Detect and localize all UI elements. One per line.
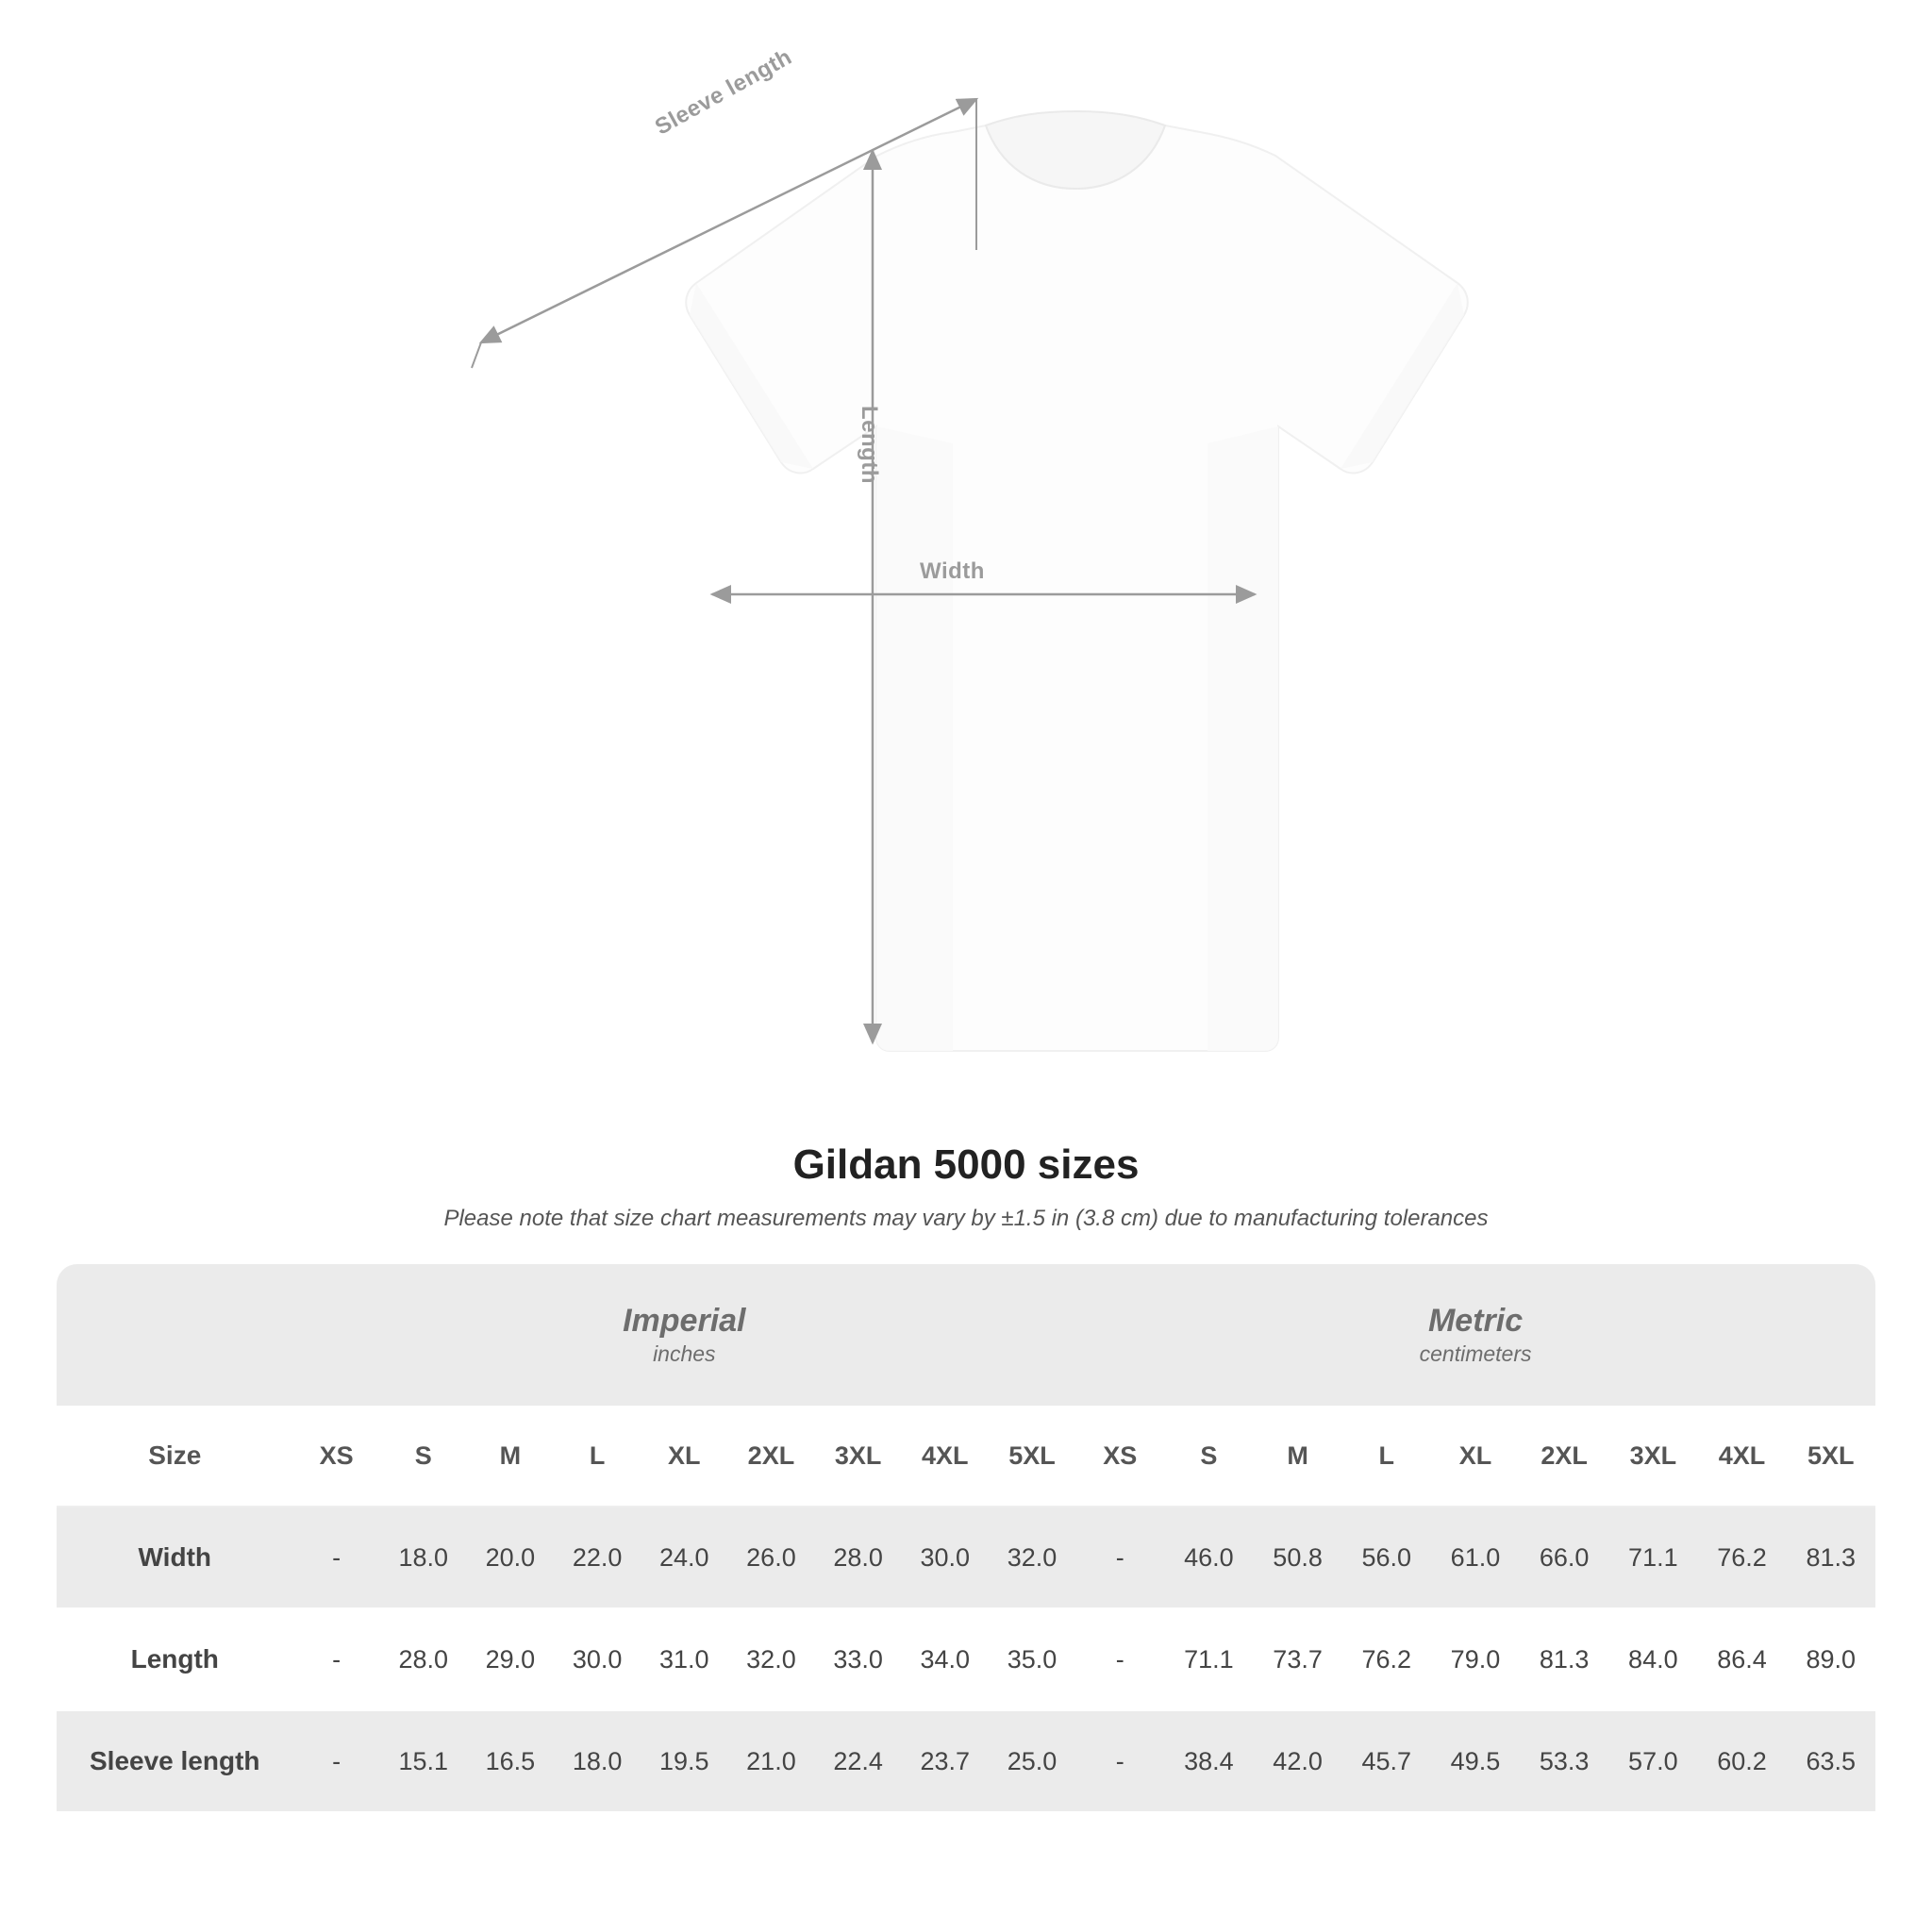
cell-length-metric-m: 73.7 [1253,1608,1341,1710]
units-corner-cell [57,1264,293,1406]
sleeve-length-label: Sleeve length [651,43,797,141]
cell-length-imperial-xl: 31.0 [641,1608,727,1710]
size-header-metric-s: S [1164,1406,1253,1507]
cell-width-metric-xs: - [1075,1507,1164,1608]
size-table-wrapper [57,1264,1875,1811]
unit-name-imperial: Imperial [623,1302,746,1339]
unit-name-metric: Metric [1427,1302,1524,1339]
cell-width-imperial-xs: - [293,1507,380,1608]
cell-width-imperial-4xl: 30.0 [902,1507,989,1608]
size-header-imperial-4xl: 4XL [902,1406,989,1507]
row-label-length: Length [57,1608,293,1710]
cell-width-metric-2xl: 66.0 [1520,1507,1608,1608]
size-chart-table [57,1264,1875,1811]
row-label-width: Width [57,1507,293,1608]
cell-sleeve-imperial-5xl: 25.0 [989,1710,1075,1811]
cell-width-imperial-l: 22.0 [554,1507,641,1608]
cell-sleeve-metric-4xl: 60.2 [1697,1710,1786,1811]
size-header-imperial-xs: XS [293,1406,380,1507]
cell-sleeve-metric-xl: 49.5 [1431,1710,1520,1811]
cell-sleeve-imperial-s: 15.1 [380,1710,467,1811]
cell-sleeve-metric-3xl: 57.0 [1608,1710,1697,1811]
width-label: Width [920,558,985,584]
cell-length-imperial-3xl: 33.0 [815,1608,902,1710]
cell-length-imperial-4xl: 34.0 [902,1608,989,1710]
row-label-sleeve-length: Sleeve length [57,1710,293,1811]
tolerance-note: Please note that size chart measurements may vary by ±1.5 in (3.8 cm) due to manufacturing tolerances [443,1206,1489,1231]
cell-width-metric-xl: 61.0 [1431,1507,1520,1608]
size-header-imperial-l: L [554,1406,641,1507]
cell-length-imperial-s: 28.0 [380,1608,467,1710]
cell-length-metric-3xl: 84.0 [1608,1608,1697,1710]
size-header-metric-l: L [1342,1406,1431,1507]
size-header-metric-4xl: 4XL [1697,1406,1786,1507]
cell-width-imperial-5xl: 32.0 [989,1507,1075,1608]
size-label-header: Size [57,1406,293,1507]
cell-length-imperial-xs: - [293,1608,380,1710]
title-block [0,1141,1932,1232]
size-header-imperial-5xl: 5XL [989,1406,1075,1507]
cell-width-imperial-xl: 24.0 [641,1507,727,1608]
cell-length-metric-5xl: 89.0 [1787,1608,1875,1710]
cell-length-metric-s: 71.1 [1164,1608,1253,1710]
tshirt-shape [686,111,1468,1051]
cell-width-metric-l: 56.0 [1342,1507,1431,1608]
cell-width-imperial-s: 18.0 [380,1507,467,1608]
cell-sleeve-metric-s: 38.4 [1164,1710,1253,1811]
unit-header-metric [1075,1264,1875,1406]
size-header-imperial-3xl: 3XL [815,1406,902,1507]
cell-sleeve-imperial-xl: 19.5 [641,1710,727,1811]
cell-sleeve-imperial-xs: - [293,1710,380,1811]
size-header-row [57,1406,1875,1507]
cell-length-imperial-m: 29.0 [467,1608,554,1710]
size-header-imperial-m: M [467,1406,554,1507]
size-header-imperial-s: S [380,1406,467,1507]
cell-sleeve-imperial-l: 18.0 [554,1710,641,1811]
cell-length-imperial-l: 30.0 [554,1608,641,1710]
cell-length-metric-l: 76.2 [1342,1608,1431,1710]
cell-width-imperial-m: 20.0 [467,1507,554,1608]
cell-sleeve-metric-l: 45.7 [1342,1710,1431,1811]
cell-sleeve-metric-xs: - [1075,1710,1164,1811]
cell-width-metric-5xl: 81.3 [1787,1507,1875,1608]
unit-sub-imperial: inches [653,1341,716,1367]
size-header-metric-xl: XL [1431,1406,1520,1507]
size-header-imperial-xl: XL [641,1406,727,1507]
cell-width-metric-3xl: 71.1 [1608,1507,1697,1608]
table-row [57,1507,1875,1608]
cell-length-metric-2xl: 81.3 [1520,1608,1608,1710]
unit-sub-metric: centimeters [1419,1341,1532,1367]
page-title: Gildan 5000 sizes [792,1141,1140,1188]
size-header-metric-m: M [1253,1406,1341,1507]
size-header-metric-xs: XS [1075,1406,1164,1507]
cell-sleeve-imperial-4xl: 23.7 [902,1710,989,1811]
size-header-metric-2xl: 2XL [1520,1406,1608,1507]
units-header-row [57,1264,1875,1406]
size-header-imperial-2xl: 2XL [727,1406,814,1507]
cell-length-metric-xl: 79.0 [1431,1608,1520,1710]
cell-length-metric-4xl: 86.4 [1697,1608,1786,1710]
cell-width-imperial-2xl: 26.0 [727,1507,814,1608]
cell-length-imperial-5xl: 35.0 [989,1608,1075,1710]
cell-length-metric-xs: - [1075,1608,1164,1710]
size-header-metric-3xl: 3XL [1608,1406,1697,1507]
cell-width-metric-m: 50.8 [1253,1507,1341,1608]
cell-sleeve-imperial-2xl: 21.0 [727,1710,814,1811]
cell-sleeve-imperial-m: 16.5 [467,1710,554,1811]
cell-length-imperial-2xl: 32.0 [727,1608,814,1710]
length-label: Length [857,406,882,484]
cell-sleeve-imperial-3xl: 22.4 [815,1710,902,1811]
cell-width-imperial-3xl: 28.0 [815,1507,902,1608]
cell-sleeve-metric-2xl: 53.3 [1520,1710,1608,1811]
size-header-metric-5xl: 5XL [1787,1406,1875,1507]
cell-width-metric-s: 46.0 [1164,1507,1253,1608]
table-row [57,1710,1875,1811]
cell-sleeve-metric-5xl: 63.5 [1787,1710,1875,1811]
table-row [57,1608,1875,1710]
cell-width-metric-4xl: 76.2 [1697,1507,1786,1608]
cell-sleeve-metric-m: 42.0 [1253,1710,1341,1811]
unit-header-imperial [293,1264,1076,1406]
